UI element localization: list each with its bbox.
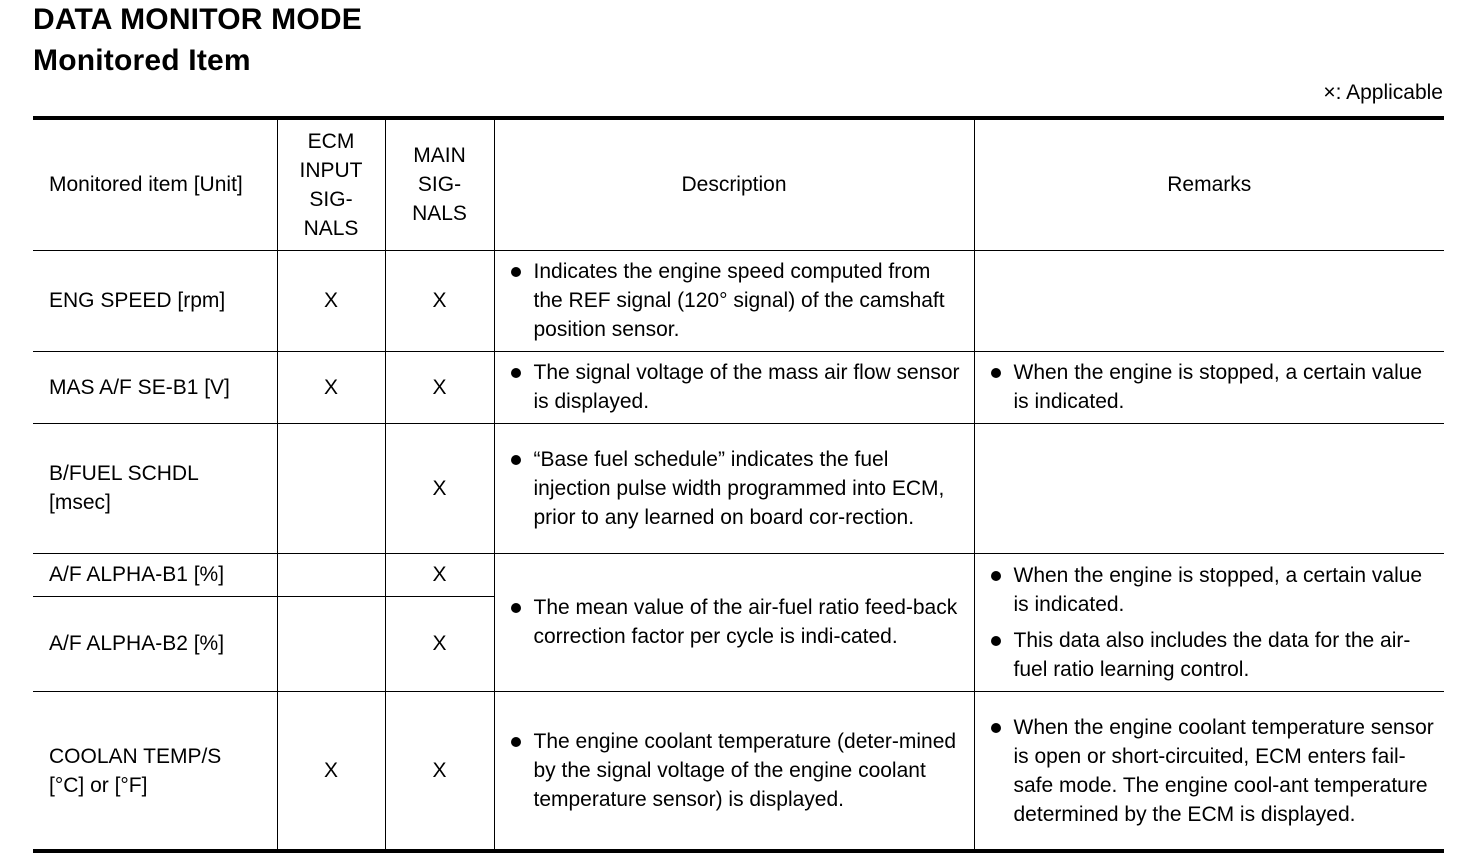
header-ecm-line: SIG- [309,187,353,211]
description-bullet: “Base fuel schedule” indicates the fuel injection pulse width programmed into ECM, prior to any learned on board cor-rection. [534,445,964,532]
table-row [33,691,1444,850]
main-signal-mark: X [385,691,494,850]
header-ecm-line: INPUT [299,158,363,182]
item-mas-af-se-b1: MAS A/F SE-B1 [V] [33,351,277,423]
remarks-bullet: When the engine is stopped, a certain value is indicated. [1014,561,1435,619]
remarks-cell-empty [974,250,1444,351]
description-cell [494,250,974,351]
table-row [33,423,1444,553]
item-line: [msec] [49,491,111,514]
page-subtitle: Monitored Item [33,44,251,77]
applicable-legend: ×: Applicable [1323,81,1443,104]
table-bottom-rule [33,849,1444,853]
monitored-item-table [33,120,1444,850]
remarks-bullet: When the engine coolant temperature sensor is open or short-circuited, ECM enters fail-safe mode. The engine cool-ant temperature determined by the ECM is displayed. [1014,713,1435,829]
main-signal-mark: X [385,250,494,351]
main-signal-mark: X [385,553,494,596]
remarks-bullet: When the engine is stopped, a certain value is indicated. [1014,358,1435,416]
remarks-cell [974,351,1444,423]
table-row [33,250,1444,351]
remarks-cell [974,553,1444,691]
remarks-cell-empty [974,423,1444,553]
item-line: COOLAN TEMP/S [49,744,222,768]
description-bullet: The engine coolant temperature (deter-mined by the signal voltage of the engine coolant temperature sensor) is displayed. [534,727,964,814]
remarks-cell [974,691,1444,850]
page-title: DATA MONITOR MODE [33,3,362,36]
main-signal-mark: X [385,423,494,553]
remarks-bullet: This data also includes the data for the air-fuel ratio learning control. [1014,626,1435,684]
table-header-row [33,120,1444,250]
header-monitored-item: Monitored item [Unit] [33,120,277,250]
header-ecm-line: ECM [307,129,355,153]
header-description: Description [494,120,974,250]
item-af-alpha-b1: A/F ALPHA-B1 [%] [33,553,277,596]
description-cell [494,351,974,423]
description-bullet: The signal voltage of the mass air flow sensor is displayed. [534,358,964,416]
description-bullet: The mean value of the air-fuel ratio feed-back correction factor per cycle is indi-cated. [534,593,964,651]
ecm-input-mark: X [277,250,385,351]
description-cell [494,691,974,850]
header-main-line: MAIN [413,144,466,168]
main-signal-mark: X [385,596,494,691]
item-eng-speed: ENG SPEED [rpm] [33,250,277,351]
description-cell [494,553,974,691]
header-main-line: NALS [412,202,467,226]
main-signal-mark: X [385,351,494,423]
header-main-signals [385,120,494,250]
item-line: B/FUEL SCHDL [49,462,199,485]
item-af-alpha-b2: A/F ALPHA-B2 [%] [33,596,277,691]
header-ecm-line: NALS [303,216,359,240]
ecm-input-mark [277,596,385,691]
ecm-input-mark [277,423,385,553]
table-row [33,553,1444,596]
item-coolan-temp-s [33,691,277,850]
ecm-input-mark: X [277,351,385,423]
item-line: [°C] or [°F] [49,773,148,797]
ecm-input-mark: X [277,691,385,850]
header-remarks: Remarks [974,120,1444,250]
item-b-fuel-schdl [33,423,277,553]
ecm-input-mark [277,553,385,596]
table-row [33,351,1444,423]
description-bullet: Indicates the engine speed computed from the REF signal (120° signal) of the camshaft position sensor. [534,257,964,344]
description-cell [494,423,974,553]
header-ecm-input-signals [277,120,385,250]
header-main-line: SIG- [417,173,462,197]
